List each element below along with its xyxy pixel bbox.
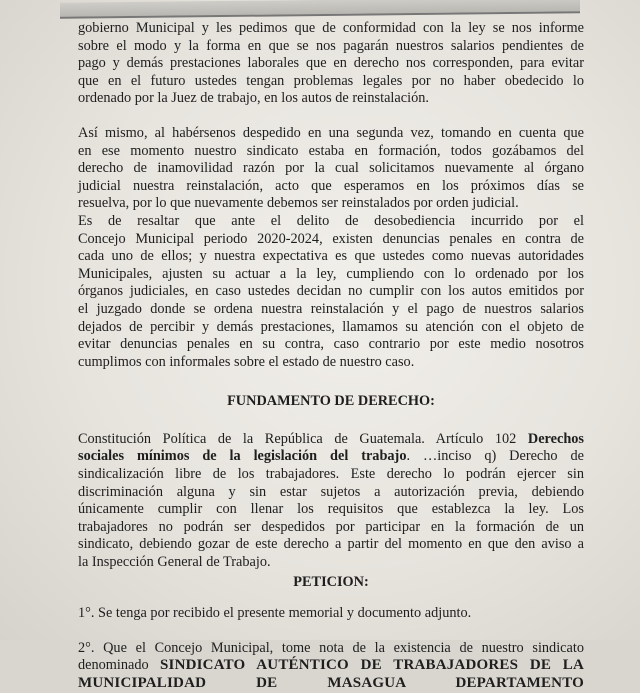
petition-item-2 — [78, 640, 584, 693]
text-line: cumplimos con informales sobre el estado de nuestro caso. — [78, 353, 415, 370]
text-line: resuelva, por lo que nuevamente debemos ser reinstalados por orden judicial. — [78, 195, 519, 212]
text-line — [78, 448, 584, 466]
text-line: en ese momento nuestro sindicato estaba en formación, todos gozábamos del — [78, 142, 584, 159]
paragraph-3 — [78, 213, 584, 371]
text-line: judicial nuestra reinstalación, acto que esperamos en los próximos días se — [78, 177, 584, 194]
heading-peticion: PETICION: — [293, 573, 369, 590]
text-line — [78, 675, 584, 693]
text-line: derecho de inamovilidad razón por la cual solicitamos nuevamente al órgano — [78, 160, 584, 177]
text-line: discriminación alguna y sin estar sujetos a autorización previa, debiendo — [78, 483, 584, 500]
text-line: que en el futuro ustedes tengan problemas legales por no haber obedecido lo — [78, 72, 584, 89]
text-line: únicamente cumplir con llenar los requisitos que establezca la ley. Los — [78, 501, 584, 518]
heading-fundamento-de-derecho: FUNDAMENTO DE DERECHO: — [227, 393, 435, 410]
text-line: sindicato, debiendo gozar de este derecho a partir del momento en que den aviso a — [78, 536, 584, 553]
text-line: sobre el modo y la forma en que se nos pagarán nuestros salarios pendientes de — [78, 37, 584, 54]
union-name: SINDICATO AUTÉNTICO DE TRABAJADORES DE LA — [159, 657, 584, 674]
text-line: el juzgado donde se ordena nuestra reinstalación y el pago de nuestros salarios — [78, 300, 584, 317]
paragraph-1 — [78, 20, 584, 108]
text-line: Así mismo, al habérsenos despedido en una segunda vez, tomando en cuenta que — [78, 124, 584, 141]
paragraph-2 — [78, 125, 584, 213]
text-line: sindicalización libre de los trabajadores. Este derecho lo podrán ejercer sin — [78, 466, 584, 483]
text-line: Concejo Municipal periodo 2020-2024, existen denuncias penales en contra de — [78, 230, 584, 247]
bold-phrase: sociales mínimos de la legislación del trabajo — [78, 448, 407, 465]
citation-text: Constitución Política de la República de Guatemala. Artículo 102 — [78, 430, 528, 447]
citation-text: . …inciso q) Derecho de — [406, 448, 584, 465]
document-page — [78, 14, 584, 691]
text-line: Es de resaltar que ante el delito de desobediencia incurrido por el — [78, 212, 584, 229]
text-line: la Inspección General de Trabajo. — [78, 554, 271, 571]
text-line: órganos judiciales, en caso ustedes decidan no cumplir con los autos emitidos por — [78, 283, 584, 300]
text-line: 2°. Que el Concejo Municipal, tome nota de la existencia de nuestro sindicato — [78, 639, 584, 656]
bold-phrase: Derechos — [527, 430, 584, 447]
plain-text: denominado — [78, 657, 160, 674]
text-line: trabajadores no podrán ser despedidos por participar en la formación de un — [78, 518, 584, 535]
text-line — [78, 431, 584, 449]
paragraph-fundamento — [78, 431, 584, 572]
text-line: dejados de percibir y demás prestaciones, llamamos su atención con el objeto de — [78, 318, 584, 335]
text-line: evitar denuncias penales en su contra, caso contrario por este medio nosotros — [78, 336, 584, 353]
text-line — [78, 657, 584, 675]
text-line: gobierno Municipal y les pedimos que de conformidad con la ley se nos informe — [78, 20, 584, 36]
text-line: Municipales, ajusten su actuar a la ley, cumpliendo con lo ordenado por los — [78, 265, 584, 282]
union-name-continued: MUNICIPALIDAD DE MASAGUA DEPARTAMENTO — [78, 675, 584, 691]
petition-item-1 — [78, 605, 584, 623]
text-line: ordenado por la Juez de trabajo, en los autos de reinstalación. — [78, 90, 429, 107]
text-line: 1°. Se tenga por recibido el presente memorial y documento adjunto. — [78, 605, 472, 622]
text-line: pago y demás prestaciones laborales que en derecho nos corresponden, para evitar — [78, 55, 584, 72]
text-line: cada uno de ellos; y nuestra expectativa es que ustedes como nuevas autoridades — [78, 248, 584, 265]
